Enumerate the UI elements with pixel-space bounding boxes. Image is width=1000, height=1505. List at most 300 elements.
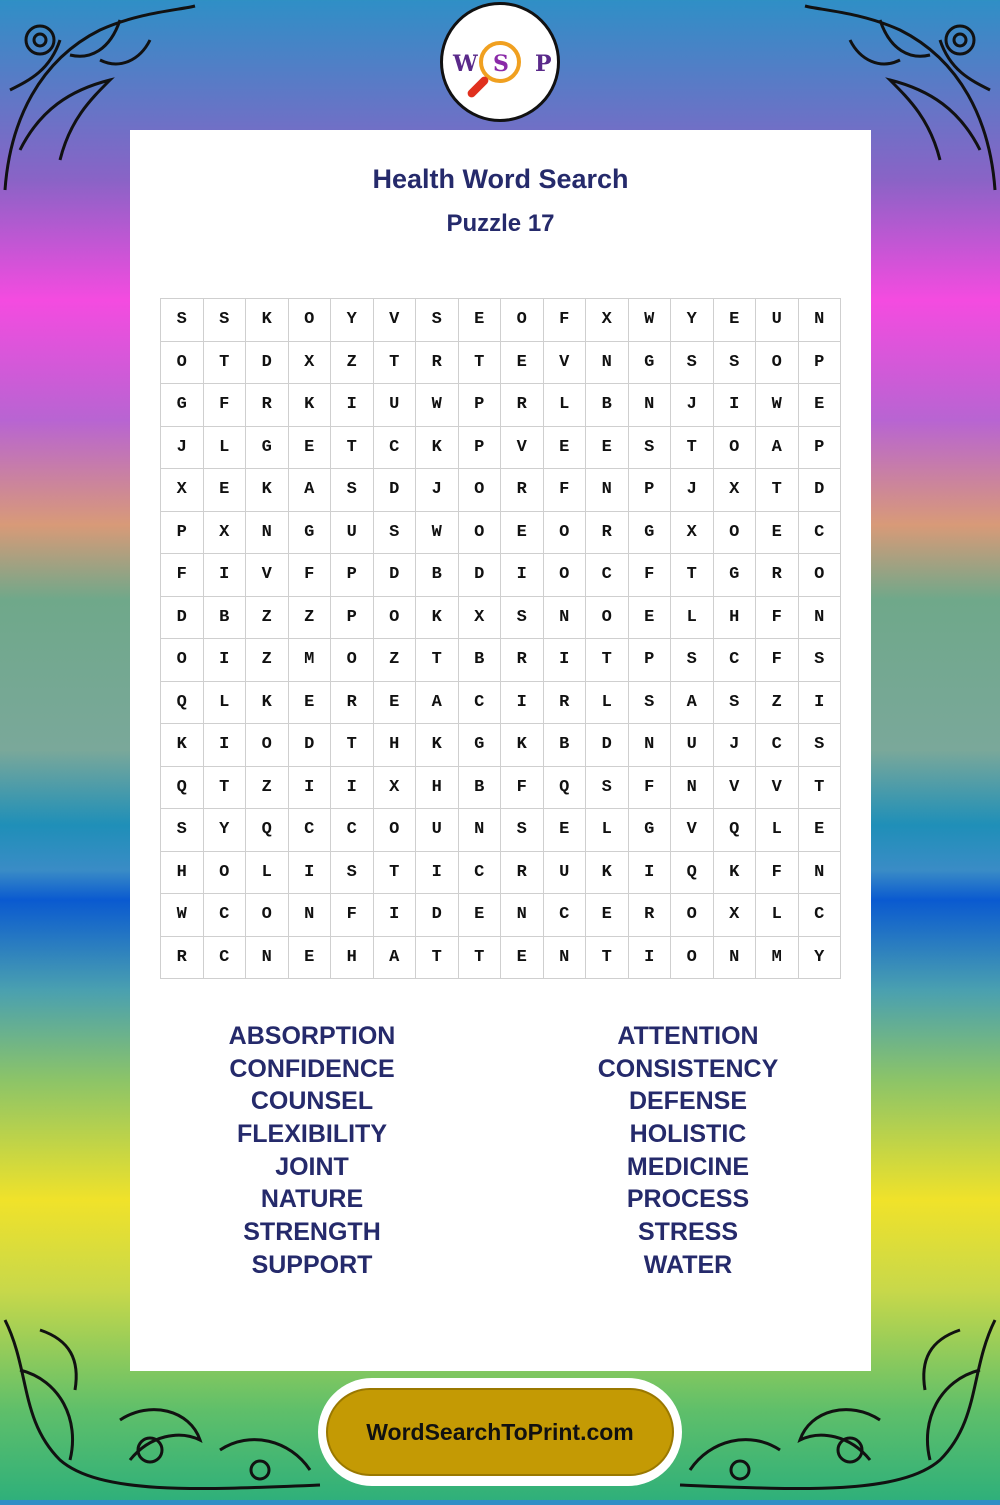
grid-cell[interactable]: N [798, 299, 841, 342]
grid-cell[interactable]: L [246, 851, 289, 894]
word-item: COUNSEL [250, 1087, 374, 1116]
grid-cell[interactable]: X [713, 894, 756, 937]
word-item: CONSISTENCY [597, 1054, 779, 1083]
grid-cell[interactable]: R [756, 554, 799, 597]
grid-cell[interactable]: P [628, 639, 671, 682]
grid-cell[interactable]: E [501, 936, 544, 979]
grid-cell[interactable]: T [458, 341, 501, 384]
grid-cell[interactable]: F [756, 639, 799, 682]
grid-cell[interactable]: P [458, 384, 501, 427]
grid-cell[interactable]: T [756, 469, 799, 512]
grid-cell[interactable]: Z [246, 596, 289, 639]
grid-cell[interactable]: S [586, 766, 629, 809]
grid-cell[interactable]: Z [756, 681, 799, 724]
grid-cell[interactable]: K [713, 851, 756, 894]
grid-cell[interactable]: R [543, 681, 586, 724]
grid-cell[interactable]: O [288, 299, 331, 342]
grid-cell[interactable]: I [331, 766, 374, 809]
grid-cell[interactable]: X [203, 511, 246, 554]
grid-cell[interactable]: Q [161, 681, 204, 724]
grid-row [161, 511, 841, 554]
grid-cell[interactable]: T [331, 426, 374, 469]
grid-cell[interactable]: O [203, 851, 246, 894]
grid-cell[interactable]: O [671, 936, 714, 979]
logo-letter-p: P [535, 51, 552, 77]
grid-cell[interactable]: Q [713, 809, 756, 852]
grid-cell[interactable]: A [756, 426, 799, 469]
grid-cell[interactable]: T [416, 639, 459, 682]
grid-cell[interactable]: R [628, 894, 671, 937]
grid-cell[interactable]: Z [246, 766, 289, 809]
word-item: MEDICINE [626, 1152, 750, 1181]
grid-cell[interactable]: O [756, 341, 799, 384]
grid-cell[interactable]: K [416, 596, 459, 639]
grid-cell[interactable]: X [161, 469, 204, 512]
grid-cell[interactable]: N [246, 511, 289, 554]
grid-cell[interactable]: P [458, 426, 501, 469]
grid-cell[interactable]: U [671, 724, 714, 767]
grid-row [161, 894, 841, 937]
grid-cell[interactable]: H [416, 766, 459, 809]
grid-cell[interactable]: E [288, 426, 331, 469]
grid-cell[interactable]: Y [671, 299, 714, 342]
grid-cell[interactable]: B [203, 596, 246, 639]
grid-cell[interactable]: T [586, 639, 629, 682]
grid-cell[interactable]: E [458, 299, 501, 342]
grid-cell[interactable]: F [543, 299, 586, 342]
grid-cell[interactable]: O [458, 469, 501, 512]
grid-cell[interactable]: L [203, 426, 246, 469]
grid-cell[interactable]: C [288, 809, 331, 852]
grid-cell[interactable]: S [628, 681, 671, 724]
grid-cell[interactable]: K [246, 469, 289, 512]
grid-cell[interactable]: O [161, 639, 204, 682]
grid-cell[interactable]: G [713, 554, 756, 597]
grid-cell[interactable]: C [756, 724, 799, 767]
grid-cell[interactable]: R [501, 469, 544, 512]
grid-cell[interactable]: O [246, 724, 289, 767]
grid-cell[interactable]: K [416, 724, 459, 767]
word-item: ABSORPTION [228, 1022, 396, 1050]
grid-cell[interactable]: E [543, 809, 586, 852]
grid-row [161, 766, 841, 809]
grid-cell[interactable]: A [416, 681, 459, 724]
grid-cell[interactable]: O [373, 809, 416, 852]
word-item: SUPPORT [251, 1250, 373, 1279]
grid-cell[interactable]: G [628, 511, 671, 554]
grid-cell[interactable]: E [203, 469, 246, 512]
grid-cell[interactable]: L [543, 384, 586, 427]
word-list-left [132, 1020, 492, 1282]
grid-cell[interactable]: N [628, 384, 671, 427]
grid-cell[interactable]: O [671, 894, 714, 937]
grid-cell[interactable]: G [246, 426, 289, 469]
grid-cell[interactable]: C [458, 851, 501, 894]
grid-cell[interactable]: E [373, 681, 416, 724]
grid-cell[interactable]: I [203, 724, 246, 767]
word-item: STRESS [637, 1218, 739, 1247]
grid-cell[interactable]: V [501, 426, 544, 469]
grid-cell[interactable]: R [331, 681, 374, 724]
grid-cell[interactable]: E [798, 809, 841, 852]
grid-row [161, 936, 841, 979]
grid-cell[interactable]: O [458, 511, 501, 554]
grid-cell[interactable]: V [246, 554, 289, 597]
grid-cell[interactable]: P [331, 596, 374, 639]
grid-cell[interactable]: S [713, 681, 756, 724]
grid-cell[interactable]: M [756, 936, 799, 979]
grid-cell[interactable]: W [756, 384, 799, 427]
grid-cell[interactable]: B [416, 554, 459, 597]
grid-cell[interactable]: V [671, 809, 714, 852]
word-item: CONFIDENCE [229, 1054, 395, 1083]
grid-cell[interactable]: U [543, 851, 586, 894]
grid-cell[interactable]: I [543, 639, 586, 682]
grid-cell[interactable]: L [586, 809, 629, 852]
grid-cell[interactable]: E [458, 894, 501, 937]
grid-cell[interactable]: C [203, 936, 246, 979]
grid-cell[interactable]: K [501, 724, 544, 767]
word-item: STRENGTH [243, 1218, 381, 1247]
grid-cell[interactable]: L [586, 681, 629, 724]
grid-cell[interactable]: K [161, 724, 204, 767]
grid-cell[interactable]: Z [331, 341, 374, 384]
grid-cell[interactable]: D [373, 554, 416, 597]
grid-cell[interactable]: F [628, 766, 671, 809]
grid-cell[interactable]: C [331, 809, 374, 852]
grid-cell[interactable]: X [458, 596, 501, 639]
word-item: HOLISTIC [629, 1120, 747, 1149]
word-item: PROCESS [626, 1185, 750, 1214]
grid-cell[interactable]: W [416, 384, 459, 427]
grid-cell[interactable]: U [331, 511, 374, 554]
grid-cell[interactable]: R [501, 851, 544, 894]
grid-row [161, 554, 841, 597]
grid-cell[interactable]: O [543, 511, 586, 554]
grid-cell[interactable]: T [373, 341, 416, 384]
grid-cell[interactable]: L [756, 894, 799, 937]
puzzle-card [130, 130, 871, 1371]
word-item: JOINT [275, 1152, 349, 1181]
grid-cell[interactable]: E [586, 894, 629, 937]
grid-cell[interactable]: T [203, 341, 246, 384]
grid-cell[interactable]: N [713, 936, 756, 979]
grid-cell[interactable]: D [246, 341, 289, 384]
grid-cell[interactable]: K [288, 384, 331, 427]
grid-cell[interactable]: T [458, 936, 501, 979]
grid-cell[interactable]: T [416, 936, 459, 979]
grid-cell[interactable]: I [331, 384, 374, 427]
grid-row [161, 426, 841, 469]
grid-cell[interactable]: S [161, 809, 204, 852]
grid-cell[interactable]: X [373, 766, 416, 809]
grid-cell[interactable]: P [628, 469, 671, 512]
grid-cell[interactable]: O [246, 894, 289, 937]
grid-cell[interactable]: D [373, 469, 416, 512]
grid-cell[interactable]: O [798, 554, 841, 597]
grid-cell[interactable]: R [246, 384, 289, 427]
grid-row [161, 681, 841, 724]
grid-cell[interactable]: U [373, 384, 416, 427]
grid-cell[interactable]: C [798, 511, 841, 554]
grid-cell[interactable]: O [713, 511, 756, 554]
grid-cell[interactable]: J [416, 469, 459, 512]
grid-cell[interactable]: I [501, 554, 544, 597]
grid-cell[interactable]: A [671, 681, 714, 724]
site-link-button[interactable] [326, 1388, 674, 1476]
grid-cell[interactable]: Y [331, 299, 374, 342]
grid-cell[interactable]: T [798, 766, 841, 809]
word-item: NATURE [260, 1185, 364, 1214]
grid-cell[interactable]: X [671, 511, 714, 554]
grid-cell[interactable]: G [161, 384, 204, 427]
grid-cell[interactable]: Q [671, 851, 714, 894]
grid-cell[interactable]: C [458, 681, 501, 724]
grid-cell[interactable]: K [246, 681, 289, 724]
grid-cell[interactable]: U [416, 809, 459, 852]
logo-letter-s: S [493, 51, 509, 77]
grid-cell[interactable]: F [756, 851, 799, 894]
grid-cell[interactable]: G [628, 809, 671, 852]
grid-cell[interactable]: S [671, 341, 714, 384]
grid-cell[interactable]: F [203, 384, 246, 427]
grid-cell[interactable]: E [288, 681, 331, 724]
grid-cell[interactable]: T [373, 851, 416, 894]
grid-cell[interactable]: O [713, 426, 756, 469]
word-item: ATTENTION [617, 1022, 759, 1050]
grid-cell[interactable]: F [161, 554, 204, 597]
grid-cell[interactable]: E [501, 341, 544, 384]
grid-cell[interactable]: S [501, 809, 544, 852]
grid-cell[interactable]: N [288, 894, 331, 937]
grid-cell[interactable]: D [161, 596, 204, 639]
grid-cell[interactable]: V [543, 341, 586, 384]
grid-cell[interactable]: Z [373, 639, 416, 682]
grid-cell[interactable]: C [586, 554, 629, 597]
grid-cell[interactable]: G [628, 341, 671, 384]
grid-cell[interactable]: P [331, 554, 374, 597]
grid-cell[interactable]: E [586, 426, 629, 469]
grid-cell[interactable]: C [798, 894, 841, 937]
grid-cell[interactable]: P [798, 426, 841, 469]
grid-cell[interactable]: N [628, 724, 671, 767]
grid-cell[interactable]: E [543, 426, 586, 469]
grid-cell[interactable]: C [373, 426, 416, 469]
grid-cell[interactable]: B [458, 639, 501, 682]
grid-cell[interactable]: I [373, 894, 416, 937]
grid-cell[interactable]: X [586, 299, 629, 342]
grid-cell[interactable]: Q [246, 809, 289, 852]
grid-cell[interactable]: K [586, 851, 629, 894]
grid-cell[interactable]: O [586, 596, 629, 639]
grid-cell[interactable]: R [501, 639, 544, 682]
grid-cell[interactable]: N [586, 341, 629, 384]
grid-cell[interactable]: H [331, 936, 374, 979]
grid-cell[interactable]: P [798, 341, 841, 384]
magnifier-handle-icon [466, 75, 490, 99]
grid-cell[interactable]: T [671, 426, 714, 469]
grid-cell[interactable]: I [628, 936, 671, 979]
grid-cell[interactable]: D [416, 894, 459, 937]
grid-cell[interactable]: G [288, 511, 331, 554]
grid-cell[interactable]: W [161, 894, 204, 937]
grid-cell[interactable]: D [586, 724, 629, 767]
grid-cell[interactable]: T [671, 554, 714, 597]
grid-cell[interactable]: D [288, 724, 331, 767]
grid-row [161, 299, 841, 342]
grid-cell[interactable]: I [713, 384, 756, 427]
grid-cell[interactable]: X [713, 469, 756, 512]
grid-cell[interactable]: O [543, 554, 586, 597]
wsp-logo[interactable] [440, 2, 560, 122]
grid-cell[interactable]: F [288, 554, 331, 597]
grid-cell[interactable]: F [331, 894, 374, 937]
grid-cell[interactable]: M [288, 639, 331, 682]
grid-cell[interactable]: Y [203, 809, 246, 852]
grid-cell[interactable]: S [628, 426, 671, 469]
grid-cell[interactable]: I [203, 554, 246, 597]
grid-cell[interactable]: T [203, 766, 246, 809]
grid-cell[interactable]: I [628, 851, 671, 894]
grid-cell[interactable]: S [203, 299, 246, 342]
word-item: DEFENSE [628, 1087, 748, 1116]
grid-cell[interactable]: A [288, 469, 331, 512]
grid-row [161, 851, 841, 894]
grid-cell[interactable]: Q [161, 766, 204, 809]
grid-row [161, 809, 841, 852]
grid-cell[interactable]: I [501, 681, 544, 724]
grid-cell[interactable]: D [458, 554, 501, 597]
grid-cell[interactable]: Q [543, 766, 586, 809]
grid-cell[interactable]: N [586, 469, 629, 512]
grid-cell[interactable]: E [713, 299, 756, 342]
grid-cell[interactable]: S [713, 341, 756, 384]
word-item: WATER [643, 1250, 733, 1279]
grid-cell[interactable]: T [586, 936, 629, 979]
grid-cell[interactable]: S [373, 511, 416, 554]
grid-row [161, 384, 841, 427]
grid-cell[interactable]: R [501, 384, 544, 427]
grid-cell[interactable]: J [713, 724, 756, 767]
word-list-right [508, 1020, 868, 1282]
grid-cell[interactable]: N [671, 766, 714, 809]
grid-cell[interactable]: V [713, 766, 756, 809]
grid-cell[interactable]: J [161, 426, 204, 469]
grid-cell[interactable]: E [501, 511, 544, 554]
letter-grid[interactable] [160, 298, 841, 979]
grid-cell[interactable]: I [416, 851, 459, 894]
grid-cell[interactable]: P [161, 511, 204, 554]
grid-cell[interactable]: D [798, 469, 841, 512]
logo-letter-w: W [453, 51, 478, 77]
grid-cell[interactable]: F [543, 469, 586, 512]
grid-cell[interactable]: S [416, 299, 459, 342]
grid-cell[interactable]: R [161, 936, 204, 979]
grid-cell[interactable]: X [288, 341, 331, 384]
grid-cell[interactable]: R [416, 341, 459, 384]
grid-cell[interactable]: W [628, 299, 671, 342]
grid-cell[interactable]: R [586, 511, 629, 554]
grid-cell[interactable]: K [246, 299, 289, 342]
grid-cell[interactable]: O [161, 341, 204, 384]
grid-cell[interactable]: U [756, 299, 799, 342]
page-title: Health Word Search [372, 164, 629, 194]
grid-row [161, 724, 841, 767]
grid-cell[interactable]: S [798, 724, 841, 767]
grid-cell[interactable]: L [671, 596, 714, 639]
grid-cell[interactable]: S [671, 639, 714, 682]
grid-cell[interactable]: I [288, 766, 331, 809]
grid-cell[interactable]: C [543, 894, 586, 937]
grid-cell[interactable]: H [713, 596, 756, 639]
grid-cell[interactable]: B [543, 724, 586, 767]
grid-cell[interactable]: F [756, 596, 799, 639]
grid-cell[interactable]: F [501, 766, 544, 809]
grid-cell[interactable]: Y [798, 936, 841, 979]
puzzle-number: Puzzle 17 [446, 210, 555, 237]
grid-cell[interactable]: I [288, 851, 331, 894]
grid-cell[interactable]: E [288, 936, 331, 979]
grid-cell[interactable]: F [628, 554, 671, 597]
grid-cell[interactable]: E [798, 384, 841, 427]
grid-cell[interactable]: H [373, 724, 416, 767]
site-name: WordSearchToPrint.com [366, 1418, 634, 1445]
grid-row [161, 596, 841, 639]
grid-cell[interactable]: E [756, 511, 799, 554]
grid-cell[interactable]: L [756, 809, 799, 852]
grid-cell[interactable]: N [798, 596, 841, 639]
grid-cell[interactable]: N [543, 596, 586, 639]
grid-cell[interactable]: K [416, 426, 459, 469]
grid-cell[interactable]: C [203, 894, 246, 937]
grid-cell[interactable]: Z [246, 639, 289, 682]
grid-cell[interactable]: S [798, 639, 841, 682]
grid-cell[interactable]: S [501, 596, 544, 639]
grid-cell[interactable]: O [331, 639, 374, 682]
grid-cell[interactable]: W [416, 511, 459, 554]
grid-cell[interactable]: V [373, 299, 416, 342]
grid-cell[interactable]: C [713, 639, 756, 682]
grid-cell[interactable]: A [373, 936, 416, 979]
grid-cell[interactable]: J [671, 384, 714, 427]
grid-cell[interactable]: J [671, 469, 714, 512]
grid-cell[interactable]: N [246, 936, 289, 979]
grid-cell[interactable]: N [458, 809, 501, 852]
grid-cell[interactable]: Z [288, 596, 331, 639]
grid-cell[interactable]: O [501, 299, 544, 342]
grid-cell[interactable]: E [628, 596, 671, 639]
grid-cell[interactable]: B [458, 766, 501, 809]
grid-cell[interactable]: T [331, 724, 374, 767]
grid-cell[interactable]: N [543, 936, 586, 979]
grid-cell[interactable]: I [798, 681, 841, 724]
grid-cell[interactable]: V [756, 766, 799, 809]
grid-cell[interactable]: S [331, 469, 374, 512]
grid-cell[interactable]: B [586, 384, 629, 427]
grid-cell[interactable]: S [331, 851, 374, 894]
grid-row [161, 341, 841, 384]
grid-cell[interactable]: G [458, 724, 501, 767]
grid-cell[interactable]: N [798, 851, 841, 894]
footer-badge [318, 1378, 682, 1486]
grid-cell[interactable]: I [203, 639, 246, 682]
grid-cell[interactable]: L [203, 681, 246, 724]
grid-cell[interactable]: S [161, 299, 204, 342]
grid-row [161, 469, 841, 512]
grid-cell[interactable]: N [501, 894, 544, 937]
grid-cell[interactable]: H [161, 851, 204, 894]
grid-cell[interactable]: O [373, 596, 416, 639]
